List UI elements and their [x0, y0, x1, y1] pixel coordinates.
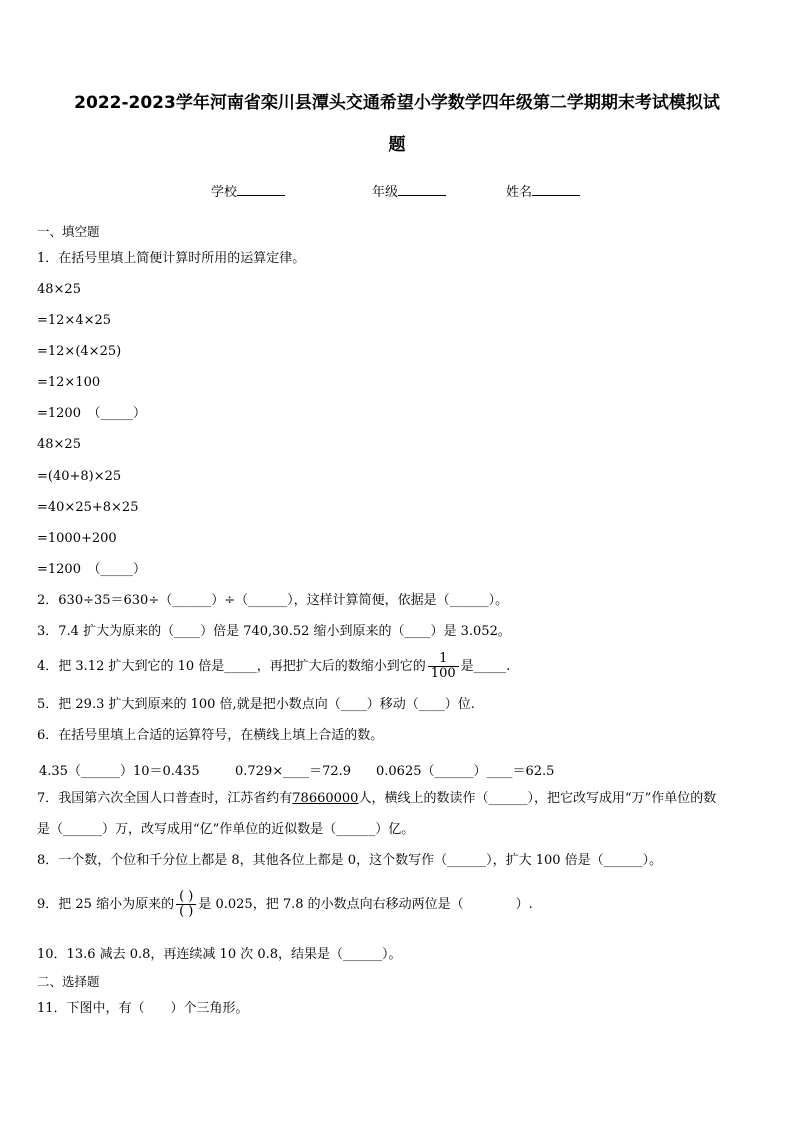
- question-6-stem: 6．在括号里填上合适的运算符号，在横线上填上合适的数。: [37, 728, 384, 743]
- question-1-stem: 1．在括号里填上简便计算时所用的运算定律。: [37, 251, 306, 266]
- fraction-numerator: ( ): [176, 890, 196, 905]
- question-7-continued: 是（______）万，改写成用“亿”作单位的近似数是（______）亿。: [37, 822, 415, 837]
- question-10: 10．13.6 减去 0.8，再连续减 10 次 0.8，结果是（______）。: [37, 947, 402, 962]
- question-5: 5．把 29.3 扩大到原来的 100 倍,就是把小数点向（____）移动（____）位.: [37, 697, 475, 712]
- question-11: 11．下图中，有（ ）个三角形。: [37, 1001, 249, 1016]
- question-7: [37, 791, 716, 807]
- fraction-denominator: ( ): [179, 904, 194, 919]
- question-4: [37, 652, 510, 681]
- page-title: 2022-2023学年河南省栾川县潭头交通希望小学数学四年级第二学期期末考试模拟试: [74, 93, 720, 113]
- q1-line: 48×25: [37, 282, 81, 297]
- school-field[interactable]: [211, 181, 285, 200]
- q1-line: =1000+200: [37, 531, 117, 546]
- q1-line: =1200 （_____）: [37, 562, 146, 577]
- q1-line: =40×25+8×25: [37, 500, 139, 515]
- grade-blank[interactable]: [398, 183, 446, 196]
- q6-expression-2: 0.729×____＝72.9: [235, 764, 352, 779]
- q9-text-after: 是 0.025，把 7.8 的小数点向右移动两位是（ ）.: [198, 897, 533, 912]
- q9-text-before: 9．把 25 缩小为原来的: [37, 897, 175, 912]
- q1-line: =12×(4×25): [37, 344, 122, 359]
- school-blank[interactable]: [237, 183, 285, 196]
- question-3: 3．7.4 扩大为原来的（____）倍是 740,30.52 缩小到原来的（____）是 3.052。: [37, 624, 511, 639]
- q7-text-before: 7．我国第六次全国人口普查时，江苏省约有: [37, 791, 293, 806]
- q1-line: =(40+8)×25: [37, 469, 122, 484]
- q6-expression-1: 4.35（______）10＝0.435: [39, 764, 200, 779]
- question-8: 8．一个数，个位和千分位上都是 8，其他各位上都是 0，这个数写作（______），扩大 100 倍是（______）。: [37, 853, 663, 868]
- name-blank[interactable]: [532, 183, 580, 196]
- q4-text-before: 4．把 3.12 扩大到它的 10 倍是_____，再把扩大后的数缩小到它的: [37, 659, 426, 674]
- fraction-numerator: 1: [428, 652, 459, 667]
- q4-text-after: 是_____.: [460, 659, 511, 674]
- q1-line: =1200 （_____）: [37, 406, 146, 421]
- grade-label: 年级: [372, 185, 399, 200]
- name-label: 姓名: [506, 185, 533, 200]
- q6-expression-3: 0.0625（______）____＝62.5: [376, 764, 555, 779]
- grade-field[interactable]: [372, 181, 446, 200]
- fraction: [176, 890, 196, 919]
- section-multiple-choice: 二、选择题: [37, 974, 100, 989]
- q1-line: =12×100: [37, 375, 101, 390]
- section-fill-in: 一、填空题: [37, 224, 100, 239]
- name-field[interactable]: [506, 181, 580, 200]
- school-label: 学校: [211, 185, 238, 200]
- question-9: [37, 890, 533, 919]
- q1-line: =12×4×25: [37, 313, 112, 328]
- q1-line: 48×25: [37, 437, 81, 452]
- fraction-denominator: 100: [430, 666, 456, 681]
- q7-text-after: 人，横线上的数读作（______），把它改写成用“万”作单位的数: [358, 791, 717, 806]
- fraction: [428, 652, 459, 681]
- page-title-continued: 题: [388, 135, 406, 155]
- q7-underlined-number: 78660000: [292, 791, 359, 806]
- question-2: 2．630÷35＝630÷（______）÷（______），这样计算简便，依据是（______）。: [37, 593, 509, 608]
